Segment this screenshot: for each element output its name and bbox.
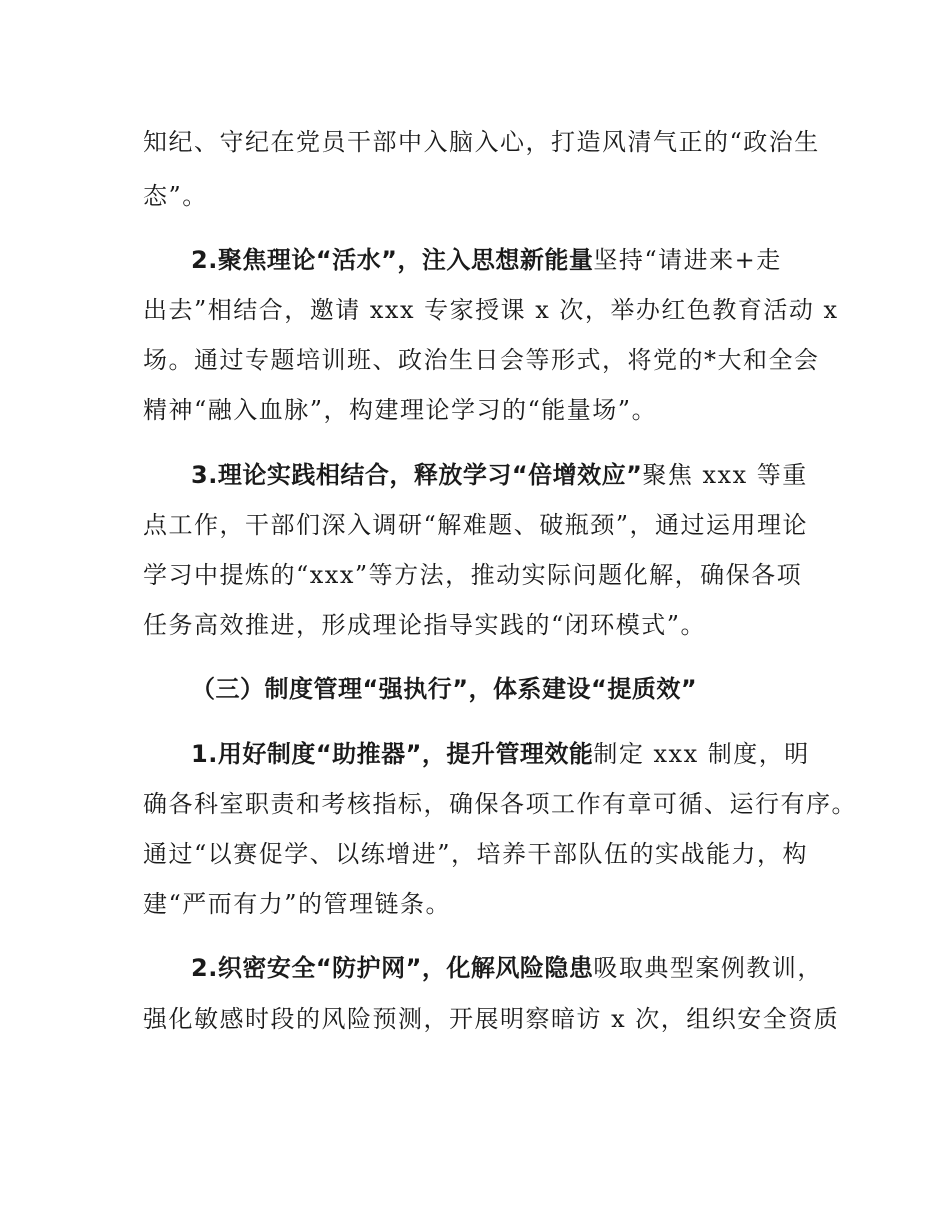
paragraph-line: 确各科室职责和考核指标，确保各项工作有章可循、运行有序。 (143, 790, 857, 818)
section-heading: （三）制度管理“强执行”，体系建设“提质效” (191, 675, 698, 703)
paragraph-line: 知纪、守纪在党员干部中入脑入心，打造风清气正的“政治生 (143, 128, 820, 156)
paragraph-line: 任务高效推进，形成理论指导实践的“闭环模式”。 (143, 611, 707, 639)
paragraph-line: 场。通过专题培训班、政治生日会等形式，将党的*大和全会 (143, 346, 820, 374)
paragraph-first-line (191, 244, 782, 276)
paragraph-heading: 1.用好制度“助推器”，提升管理效能 (191, 740, 594, 768)
paragraph-line: 精神“融入血脉”，构建理论学习的“能量场”。 (143, 396, 658, 424)
paragraph-text: 坚持“请进来+走 (593, 246, 782, 274)
paragraph-line: 点工作，干部们深入调研“解难题、破瓶颈”，通过运用理论 (143, 511, 809, 539)
paragraph-heading: 3.理论实践相结合，释放学习“倍增效应” (191, 461, 643, 489)
paragraph-text: 吸取典型案例教训， (593, 954, 823, 982)
paragraph-line: 学习中提炼的“xxx”等方法，推动实际问题化解，确保各项 (143, 561, 803, 589)
paragraph-first-line (191, 459, 808, 491)
paragraph-line: 建“严而有力”的管理链条。 (143, 890, 452, 918)
paragraph-text: 聚焦 xxx 等重 (642, 461, 808, 489)
paragraph-line: 态”。 (143, 182, 208, 210)
paragraph-line: 出去”相结合，邀请 xxx 专家授课 x 次，举办红色教育活动 x (143, 296, 839, 324)
paragraph-text: 制定 xxx 制度，明 (593, 740, 810, 768)
paragraph-heading: 2.织密安全“防护网”，化解风险隐患 (191, 954, 594, 982)
paragraph-heading: 2.聚焦理论“活水”，注入思想新能量 (191, 246, 594, 274)
paragraph-first-line (191, 738, 810, 770)
paragraph-first-line (191, 952, 823, 984)
paragraph-line: 通过“以赛促学、以练增进”，培养干部队伍的实战能力，构 (143, 840, 809, 868)
paragraph-line: 强化敏感时段的风险预测，开展明察暗访 x 次，组织安全资质 (143, 1005, 840, 1033)
